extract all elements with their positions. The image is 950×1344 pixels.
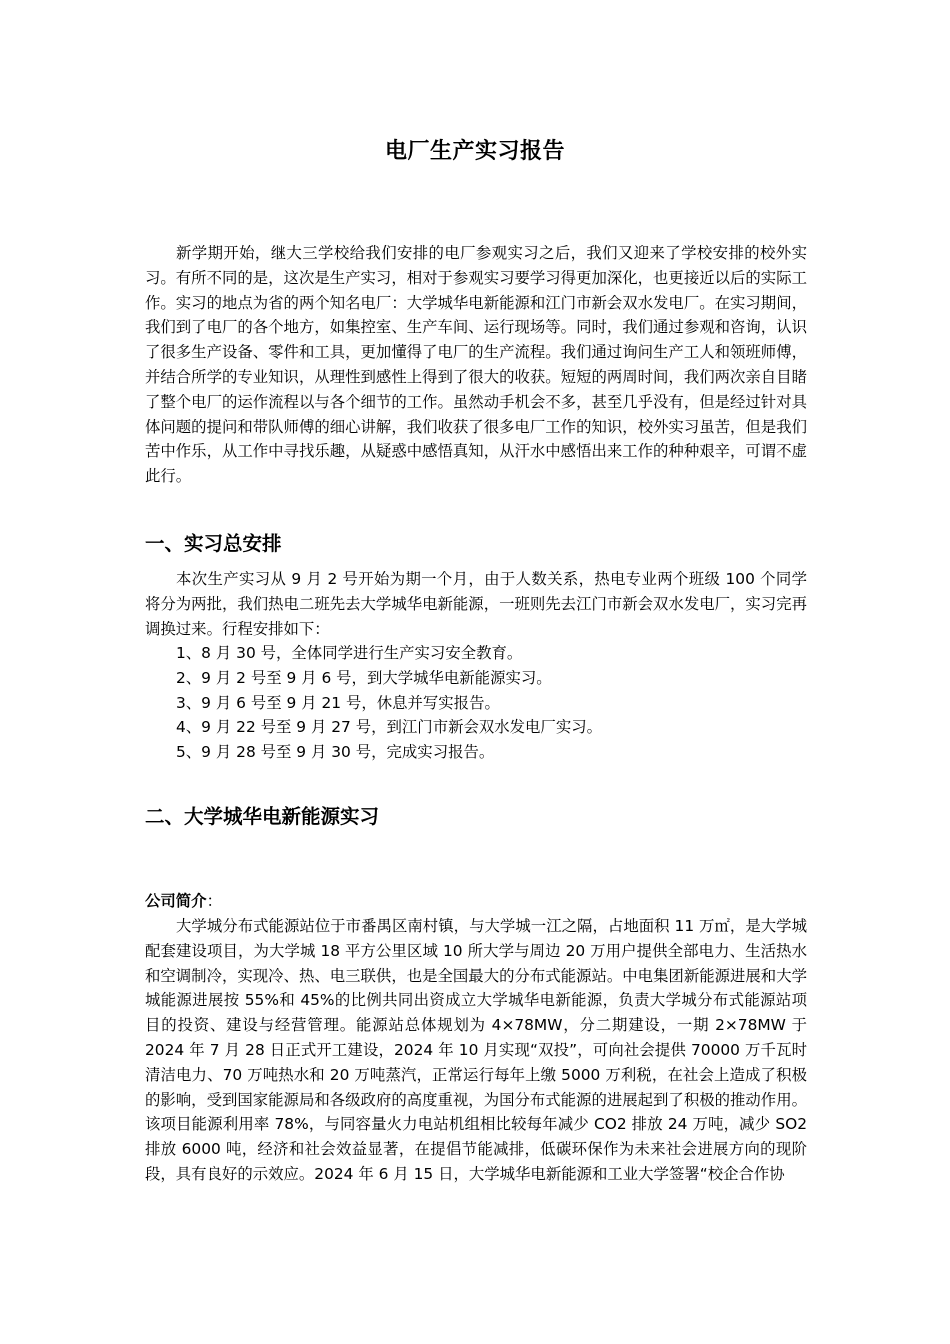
section-heading-schedule: 一、实习总安排 — [145, 532, 282, 555]
list-item: 5、9 月 28 号至 9 月 30 号，完成实习报告。 — [176, 743, 495, 762]
list-item: 4、9 月 22 号至 9 月 27 号，到江门市新会双水发电厂实习。 — [176, 718, 602, 737]
page-title: 电厂生产实习报告 — [384, 139, 565, 164]
list-item: 1、8 月 30 号，全体同学进行生产实习安全教育。 — [176, 644, 523, 662]
schedule-list — [176, 641, 602, 765]
label-colon: ： — [206, 892, 222, 910]
list-item: 3、9 月 6 号至 9 月 21 号，休息并写实报告。 — [176, 693, 500, 712]
company-intro-label-text: 公司简介 — [145, 892, 207, 910]
section-heading-company: 二、大学城华电新能源实习 — [145, 805, 380, 828]
schedule-paragraph: 本次生产实习从 9 月 2 号开始为期一个月，由于人数关系，热电专业两个班级 100 个同学将分为两批，我们热电二班先去大学城华电新能源，一班则先去江门市新会双水发电厂，实习完再调换过来。行程安排如下： — [145, 570, 807, 638]
intro-paragraph: 新学期开始，继大三学校给我们安排的电厂参观实习之后，我们又迎来了学校安排的校外实习。有所不同的是，这次是生产实习，相对于参观实习要学习得更加深化，也更接近以后的实际工作。实习的地点为省的两个知名电厂：大学城华电新能源和江门市新会双水发电厂。在实习期间，我们到了电厂的各个地方，如集控室、生产车间、运行现场等。同时，我们通过参观和咨询，认识了很多生产设备、零件和工具，更加懂得了电厂的生产流程。我们通过询问生产工人和领班师傅，并结合所学的专业知识，从理性到感性上得到了很大的收获。短短的两周时间，我们两次亲自目睹了整个电厂的运作流程以与各个细节的工作。虽然动手机会不多，甚至几乎没有，但是经过针对具体问题的提问和带队师傅的细心讲解，我们收获了很多电厂工作的知识，校外实习虽苦，但是我们苦中作乐，从工作中寻找乐趣，从疑惑中感悟真知，从汗水中感悟出来工作的种种艰辛，可谓不虚此行。 — [145, 244, 807, 486]
list-item: 2、9 月 2 号至 9 月 6 号，到大学城华电新能源实习。 — [176, 668, 552, 687]
company-intro-paragraph: 大学城分布式能源站位于市番禺区南村镇，与大学城一江之隔，占地面积 11 万㎡，是大学城配套建设项目，为大学城 18 平方公里区域 10 所大学与周边 20 万用户提供全部电力、生活热水和空调制冷，实现冷、热、电三联供，也是全国最大的分布式能源站。中电集团新能源进展和大学城能源进展按 55%和 45%的比例共同出资成立大学城华电新能源，负责大学城分布式能源站项目的投资、建设与经营管理。能源站总体规划为 4×78MW，分二期建设，一期 2×78MW 于 2024 年 7 月 28 日正式开工建设，2024 年 10 月实现“双投”，可向社会提供 70000 万千瓦时清洁电力、70 万吨热水和 20 万吨蒸汽，正常运行每年上缴 5000 万利税，在社会上造成了积极的影响，受到国家能源局和各级政府的高度重视，为国分布式能源的进展起到了积极的推动作用。该项目能源利用率 78%，与同容量火力电站机组相比较每年减少 CO2 排放 24 万吨，减少 SO2 排放 6000 吨，经济和社会效益显著，在提倡节能减排，低碳环保作为未来社会进展方向的现阶段，具有良好的示效应。2024 年 6 月 15 日，大学城华电新能源和工业大学签署“校企合作协 — [145, 917, 807, 1183]
company-intro-label — [145, 889, 222, 914]
